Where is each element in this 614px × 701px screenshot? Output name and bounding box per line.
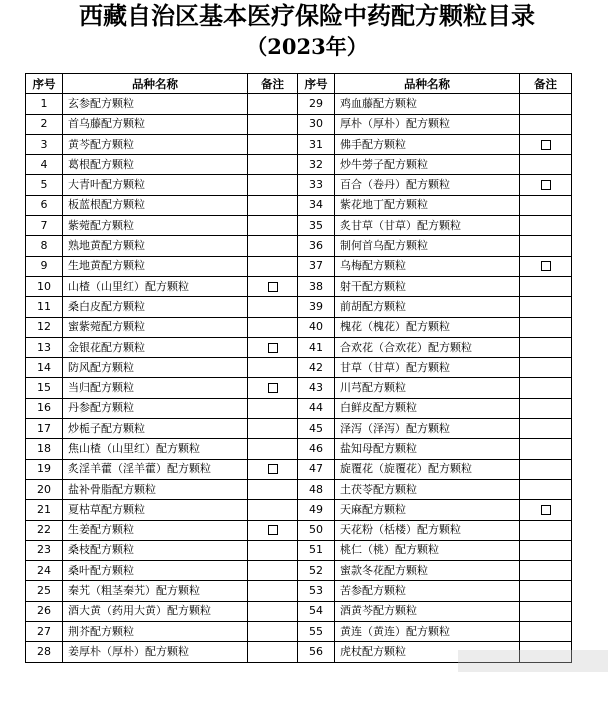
note-cell [520,297,572,317]
product-name: 秦艽（粗茎秦艽）配方颗粒 [63,581,248,601]
product-name: 金银花配方颗粒 [63,337,248,357]
table-row [26,337,572,357]
product-name: 厚朴（厚朴）配方颗粒 [335,114,520,134]
checkbox-square-icon [541,180,551,190]
table-row [26,398,572,418]
table-header-row [26,74,572,94]
note-cell [520,479,572,499]
product-name: 盐知母配方颗粒 [335,439,520,459]
product-name: 荆芥配方颗粒 [63,622,248,642]
note-cell [248,479,298,499]
row-number: 6 [26,195,63,215]
note-cell [520,459,572,479]
note-cell [520,601,572,621]
note-cell [248,195,298,215]
row-number: 38 [298,276,335,296]
note-cell [248,439,298,459]
row-number: 45 [298,419,335,439]
product-name: 桃仁（桃）配方颗粒 [335,540,520,560]
note-cell [248,459,298,479]
table-row [26,500,572,520]
note-cell [248,317,298,337]
row-number: 11 [26,297,63,317]
note-cell [520,500,572,520]
product-name: 玄参配方颗粒 [63,94,248,114]
header-no: 序号 [26,74,63,94]
header-note: 备注 [248,74,298,94]
document-title: 西藏自治区基本医疗保险中药配方颗粒目录 [79,1,535,30]
row-number: 37 [298,256,335,276]
note-cell [520,114,572,134]
product-name: 葛根配方颗粒 [63,155,248,175]
catalog-table [25,73,572,663]
note-cell [248,297,298,317]
row-number: 39 [298,297,335,317]
product-name: 苦参配方颗粒 [335,581,520,601]
note-cell [248,398,298,418]
row-number: 12 [26,317,63,337]
row-number: 51 [298,540,335,560]
product-name: 盐补骨脂配方颗粒 [63,479,248,499]
product-name: 生姜配方颗粒 [63,520,248,540]
row-number: 56 [298,642,335,662]
note-cell [248,500,298,520]
row-number: 44 [298,398,335,418]
product-name: 佛手配方颗粒 [335,134,520,154]
table-row [26,561,572,581]
row-number: 17 [26,419,63,439]
product-name: 前胡配方颗粒 [335,297,520,317]
table-row [26,378,572,398]
note-cell [248,175,298,195]
note-cell [248,114,298,134]
note-cell [248,276,298,296]
row-number: 52 [298,561,335,581]
row-number: 40 [298,317,335,337]
table-row [26,479,572,499]
row-number: 8 [26,236,63,256]
note-cell [520,256,572,276]
note-cell [248,216,298,236]
product-name: 川芎配方颗粒 [335,378,520,398]
note-cell [520,561,572,581]
product-name: 土茯苓配方颗粒 [335,479,520,499]
row-number: 20 [26,479,63,499]
note-cell [248,581,298,601]
table-row [26,601,572,621]
product-name: 百合（卷丹）配方颗粒 [335,175,520,195]
row-number: 15 [26,378,63,398]
product-name: 桑叶配方颗粒 [63,561,248,581]
row-number: 10 [26,276,63,296]
table-row [26,256,572,276]
row-number: 25 [26,581,63,601]
table-row [26,236,572,256]
row-number: 2 [26,114,63,134]
row-number: 32 [298,155,335,175]
note-cell [248,520,298,540]
table-row [26,358,572,378]
row-number: 19 [26,459,63,479]
row-number: 22 [26,520,63,540]
table-row [26,155,572,175]
product-name: 白鲜皮配方颗粒 [335,398,520,418]
checkbox-square-icon [268,525,278,535]
header-name: 品种名称 [63,74,248,94]
note-cell [520,581,572,601]
note-cell [520,337,572,357]
note-cell [520,195,572,215]
note-cell [248,378,298,398]
note-cell [248,337,298,357]
note-cell [520,398,572,418]
checkbox-square-icon [268,282,278,292]
note-cell [520,134,572,154]
product-name: 蜜紫菀配方颗粒 [63,317,248,337]
row-number: 29 [298,94,335,114]
checkbox-square-icon [268,464,278,474]
product-name: 酒大黄（药用大黄）配方颗粒 [63,601,248,621]
note-cell [520,439,572,459]
product-name: 防风配方颗粒 [63,358,248,378]
note-cell [520,155,572,175]
note-cell [520,317,572,337]
note-cell [520,94,572,114]
product-name: 天麻配方颗粒 [335,500,520,520]
product-name: 黄连（黄连）配方颗粒 [335,622,520,642]
note-cell [248,155,298,175]
product-name: 炒栀子配方颗粒 [63,419,248,439]
table-row [26,114,572,134]
checkbox-square-icon [541,140,551,150]
row-number: 31 [298,134,335,154]
row-number: 28 [26,642,63,662]
row-number: 3 [26,134,63,154]
checkbox-square-icon [268,343,278,353]
product-name: 生地黄配方颗粒 [63,256,248,276]
header-no: 序号 [298,74,335,94]
product-name: 黄芩配方颗粒 [63,134,248,154]
row-number: 18 [26,439,63,459]
product-name: 炙甘草（甘草）配方颗粒 [335,216,520,236]
table-row [26,520,572,540]
product-name: 炒牛蒡子配方颗粒 [335,155,520,175]
note-cell [248,134,298,154]
note-cell [248,358,298,378]
product-name: 首乌藤配方颗粒 [63,114,248,134]
document-subtitle: （2023年） [246,34,368,59]
note-cell [248,256,298,276]
product-name: 山楂（山里红）配方颗粒 [63,276,248,296]
product-name: 蜜款冬花配方颗粒 [335,561,520,581]
row-number: 42 [298,358,335,378]
header-name: 品种名称 [335,74,520,94]
row-number: 54 [298,601,335,621]
product-name: 炙淫羊藿（淫羊藿）配方颗粒 [63,459,248,479]
row-number: 55 [298,622,335,642]
note-cell [520,520,572,540]
product-name: 旋覆花（旋覆花）配方颗粒 [335,459,520,479]
note-cell [520,276,572,296]
row-number: 9 [26,256,63,276]
product-name: 鸡血藤配方颗粒 [335,94,520,114]
row-number: 5 [26,175,63,195]
product-name: 大青叶配方颗粒 [63,175,248,195]
product-name: 酒黄芩配方颗粒 [335,601,520,621]
product-name: 桑枝配方颗粒 [63,540,248,560]
row-number: 41 [298,337,335,357]
table-row [26,297,572,317]
table-row [26,94,572,114]
product-name: 虎杖配方颗粒 [335,642,520,662]
table-row [26,439,572,459]
row-number: 43 [298,378,335,398]
note-cell [248,419,298,439]
row-number: 53 [298,581,335,601]
product-name: 板蓝根配方颗粒 [63,195,248,215]
product-name: 泽泻（泽泻）配方颗粒 [335,419,520,439]
product-name: 槐花（槐花）配方颗粒 [335,317,520,337]
row-number: 4 [26,155,63,175]
table-row [26,459,572,479]
note-cell [248,561,298,581]
row-number: 24 [26,561,63,581]
row-number: 16 [26,398,63,418]
row-number: 1 [26,94,63,114]
row-number: 13 [26,337,63,357]
note-cell [248,540,298,560]
checkbox-square-icon [268,383,278,393]
table-row [26,216,572,236]
row-number: 35 [298,216,335,236]
product-name: 丹参配方颗粒 [63,398,248,418]
note-cell [520,378,572,398]
row-number: 21 [26,500,63,520]
note-cell [248,622,298,642]
product-name: 姜厚朴（厚朴）配方颗粒 [63,642,248,662]
row-number: 36 [298,236,335,256]
note-cell [520,236,572,256]
table-row [26,419,572,439]
row-number: 50 [298,520,335,540]
row-number: 30 [298,114,335,134]
note-cell [520,358,572,378]
table-row [26,622,572,642]
row-number: 48 [298,479,335,499]
table-row [26,276,572,296]
note-cell [520,216,572,236]
row-number: 27 [26,622,63,642]
row-number: 14 [26,358,63,378]
note-cell [520,419,572,439]
product-name: 制何首乌配方颗粒 [335,236,520,256]
table-row [26,175,572,195]
row-number: 23 [26,540,63,560]
product-name: 夏枯草配方颗粒 [63,500,248,520]
note-cell [248,94,298,114]
product-name: 合欢花（合欢花）配方颗粒 [335,337,520,357]
product-name: 天花粉（栝楼）配方颗粒 [335,520,520,540]
header-note: 备注 [520,74,572,94]
row-number: 49 [298,500,335,520]
row-number: 33 [298,175,335,195]
row-number: 46 [298,439,335,459]
checkbox-square-icon [541,505,551,515]
product-name: 甘草（甘草）配方颗粒 [335,358,520,378]
row-number: 7 [26,216,63,236]
table-row [26,195,572,215]
note-cell [520,540,572,560]
note-cell [248,642,298,662]
row-number: 47 [298,459,335,479]
row-number: 34 [298,195,335,215]
note-cell [248,236,298,256]
product-name: 乌梅配方颗粒 [335,256,520,276]
product-name: 当归配方颗粒 [63,378,248,398]
note-cell [248,601,298,621]
row-number: 26 [26,601,63,621]
note-cell [520,622,572,642]
table-row [26,134,572,154]
table-row [26,540,572,560]
table-row [26,317,572,337]
note-cell [520,175,572,195]
product-name: 紫菀配方颗粒 [63,216,248,236]
product-name: 焦山楂（山里红）配方颗粒 [63,439,248,459]
checkbox-square-icon [541,261,551,271]
product-name: 熟地黄配方颗粒 [63,236,248,256]
product-name: 桑白皮配方颗粒 [63,297,248,317]
product-name: 射干配方颗粒 [335,276,520,296]
product-name: 紫花地丁配方颗粒 [335,195,520,215]
watermark-overlay [458,650,608,672]
table-row [26,581,572,601]
